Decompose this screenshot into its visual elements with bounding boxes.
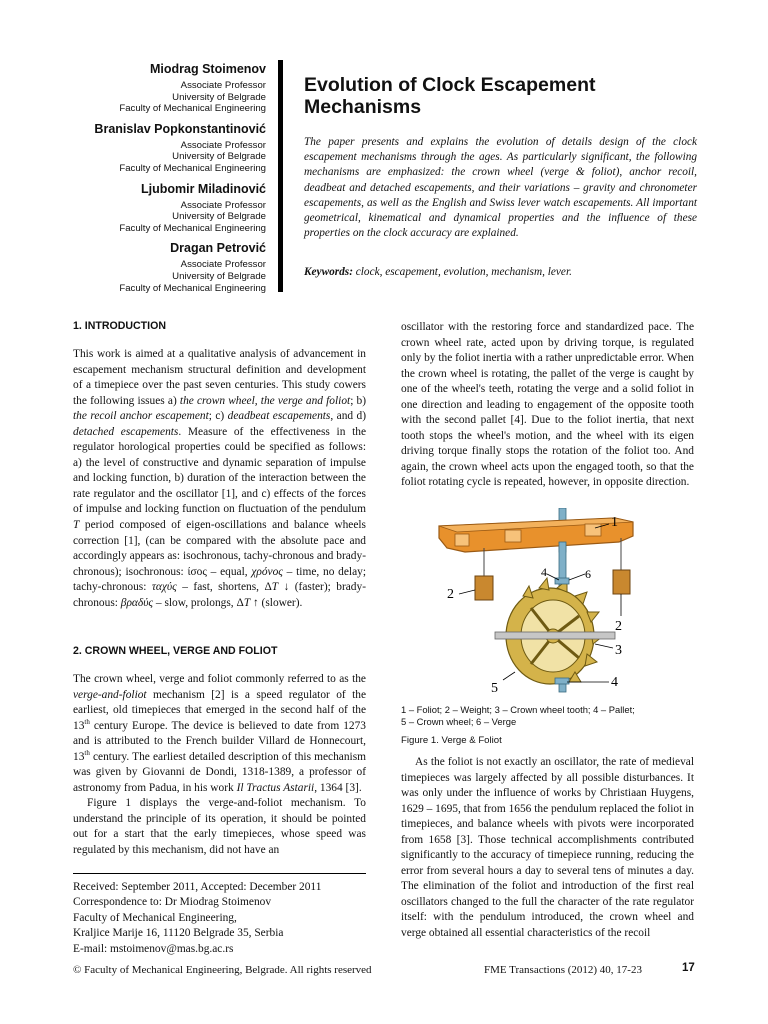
correspondence-address: Kraljice Marije 16, 11120 Belgrade 35, Serbia <box>73 927 284 940</box>
footnote-rule <box>73 873 366 874</box>
author-faculty: Faculty of Mechanical Engineering <box>119 103 266 115</box>
correspondence-email: E-mail: mstoimenov@mas.bg.ac.rs <box>73 942 234 955</box>
section-heading: 1. INTRODUCTION <box>73 320 166 332</box>
foliot-notch <box>455 534 469 546</box>
figure-label: 4 <box>541 565 547 579</box>
copyright-footer: © Faculty of Mechanical Engineering, Belgrade. All rights reserved <box>73 964 372 976</box>
section2-paragraph: The crown wheel, verge and foliot commonly referred to as the verge-and-foliot mechanism [2] is a speed regulator of the earliest, old timepieces that emerged in the second half of the 13th century Europe. The device is believed to date from 1273 and is attributed to the French builder Villard de Honnecourt, 13th century. The earliest detailed description of this mechanism was given by Giovanni de Dondi, 1318-1389, a professor of astronomy from Padua, in his work Il Tractus Astarii, 1364 [3]. <box>73 673 366 794</box>
foliot-notch <box>585 524 601 536</box>
correspondence-name: Correspondence to: Dr Miodrag Stoimenov <box>73 896 272 909</box>
figure-legend-line: 5 – Crown wheel; 6 – Verge <box>401 716 517 727</box>
author-entry <box>60 182 266 235</box>
figure-label: 6 <box>585 567 591 581</box>
figure-label: 2 <box>447 587 454 602</box>
verge-foliot-figure <box>435 508 665 698</box>
page-number: 17 <box>682 962 695 974</box>
author-title: Associate Professor <box>180 259 266 271</box>
wheel-axle <box>495 632 615 639</box>
author-university: University of Belgrade <box>172 91 266 103</box>
right-column-bottom <box>401 755 694 942</box>
author-entry <box>60 122 266 175</box>
author-entry <box>60 62 266 115</box>
figure-label: 5 <box>491 681 498 696</box>
figure-label: 1 <box>611 515 618 530</box>
pallet-lower <box>555 678 569 684</box>
author-block <box>60 62 266 301</box>
left-column-section2 <box>73 645 366 859</box>
keywords-text: clock, escapement, evolution, mechanism, lever. <box>352 266 572 278</box>
author-name: Miodrag Stoimenov <box>150 62 266 76</box>
keywords-label: Keywords: <box>304 266 353 278</box>
section-heading: 2. CROWN WHEEL, VERGE AND FOLIOT <box>73 645 278 657</box>
section2-paragraph: Figure 1 displays the verge-and-foliot mechanism. To understand the principle of its operation, it should be pointed out for a start that the early timepieces, whose speed was regulated by this mechanism, did not have an <box>73 797 366 857</box>
correspondence-faculty: Faculty of Mechanical Engineering, <box>73 911 237 924</box>
figure-label: 2 <box>615 619 622 634</box>
author-name: Dragan Petrović <box>170 241 266 256</box>
author-faculty: Faculty of Mechanical Engineering <box>119 282 266 294</box>
figure-caption: Figure 1. Verge & Foliot <box>401 735 502 746</box>
figure-legend-line: 1 – Foliot; 2 – Weight; 3 – Crown wheel tooth; 4 – Pallet; <box>401 704 635 715</box>
abstract: The paper presents and explains the evolution of details design of the clock escapement mechanisms through the ages. As particularly significant, the following mechanisms are emphasized: the crown wheel (verge & foliot), anchor recoil, deadbeat and detached escapements, and their variations – gravity and chronometer escapements, as well as the English and Swiss lever watch escapements. All important geometrical, kinematical and dynamical properties and the influence of these properties on the clock accuracy are explained. <box>304 136 697 240</box>
author-title: Associate Professor <box>180 139 266 151</box>
author-university: University of Belgrade <box>172 151 266 163</box>
body-paragraph: As the foliot is not exactly an oscillator, the rate of medieval timepieces was largely affected by all possible disturbances. It was only under the influence of works by Christiaan Huygens, 1629 – 1695, that from 1656 the pendulum replaced the foliot in timepieces, and balance wheels with pivots were incorporated from 1658 [3]. Those technical accomplishments contributed significantly to the accuracy of timepiece running, reducing the error from several hours a day to several tens of minutes a day. The elimination of the foliot and introduction of the first real oscillators changed to the full the character of the rate regulator itself: with the pendulum introduced, the crown wheel and verge obtained all essential characteristics of the recoil <box>401 756 694 940</box>
author-title: Associate Professor <box>180 199 266 211</box>
author-faculty: Faculty of Mechanical Engineering <box>119 222 266 234</box>
body-paragraph: oscillator with the restoring force and standardized pace. The crown wheel rate, acted upon by driving torque, is regulated only by the foliot inertia with a rather unpredictable error. When the crown wheel is rotating, the pallet of the verge is caught by one of the wheel's teeth, rotating the verge and a solid foliot in one direction and leading to engagement of the opposite tooth with the second pallet [4]. Due to the foliot inertia, that next tooth stops the wheel's motion, and the wheel with its eigen driving torque finally stops the rotation of the foliot too. And again, the crown wheel acts upon the engaged tooth, so that the foliot rotating cycle is repeated, however, in opposite direction. <box>401 321 694 489</box>
author-university: University of Belgrade <box>172 211 266 223</box>
author-title: Associate Professor <box>180 80 266 91</box>
figure-label: 3 <box>615 643 622 658</box>
figure-label: 4 <box>611 675 618 690</box>
correspondence-block <box>73 880 373 957</box>
journal-citation: FME Transactions (2012) 40, 17-23 <box>484 964 642 976</box>
author-university: University of Belgrade <box>172 270 266 282</box>
foliot-notch <box>505 530 521 542</box>
paper-title-line: Mechanisms <box>304 96 422 118</box>
left-column <box>73 320 366 611</box>
right-column-top <box>401 320 694 491</box>
author-entry <box>60 241 266 294</box>
header-divider-bar <box>278 60 283 292</box>
figure-legend <box>401 704 721 728</box>
paper-title-line: Evolution of Clock Escapement <box>304 74 596 96</box>
weight-left <box>475 576 493 600</box>
weight-right <box>613 570 630 594</box>
paper-title <box>304 74 724 118</box>
author-name: Branislav Popkonstantinović <box>94 121 266 136</box>
keywords <box>304 265 704 280</box>
received-dates: Received: September 2011, Accepted: December 2011 <box>73 881 322 893</box>
author-faculty: Faculty of Mechanical Engineering <box>119 162 266 174</box>
author-name: Ljubomir Miladinović <box>140 181 266 196</box>
intro-paragraph: This work is aimed at a qualitative analysis of advancement in escapement mechanism structural definition and development of a timepiece over the past seven centuries. This study cowers the following issues a) the crown wheel, the verge and foliot; b) the recoil anchor escapement; c) deadbeat escapements, and d) detached escapements. Measure of the effectiveness in the regulator horological properties could be specified as follows: a) the level of constructive and dynamic separation of impulse and locking function, b) duration of the interaction between the rate regulator and the oscillator [1], and c) effects of the forces of impulse and locking function on fluctuation of the pendulum T period composed of eigen-oscillations and balance wheels correction [1], (can be compared with the absolute pace and accordingly appears as: isochronous, tachy-chronous and brady-chronous); isochronous: ίσος – equal, χρόνος – time, no delay; tachy-chronous: ταχύς – fast, shortens, ΔT ↓ (faster); brady-chronous: βραδύς – slow, prolongs, ΔT ↑ (slower). <box>73 348 367 609</box>
